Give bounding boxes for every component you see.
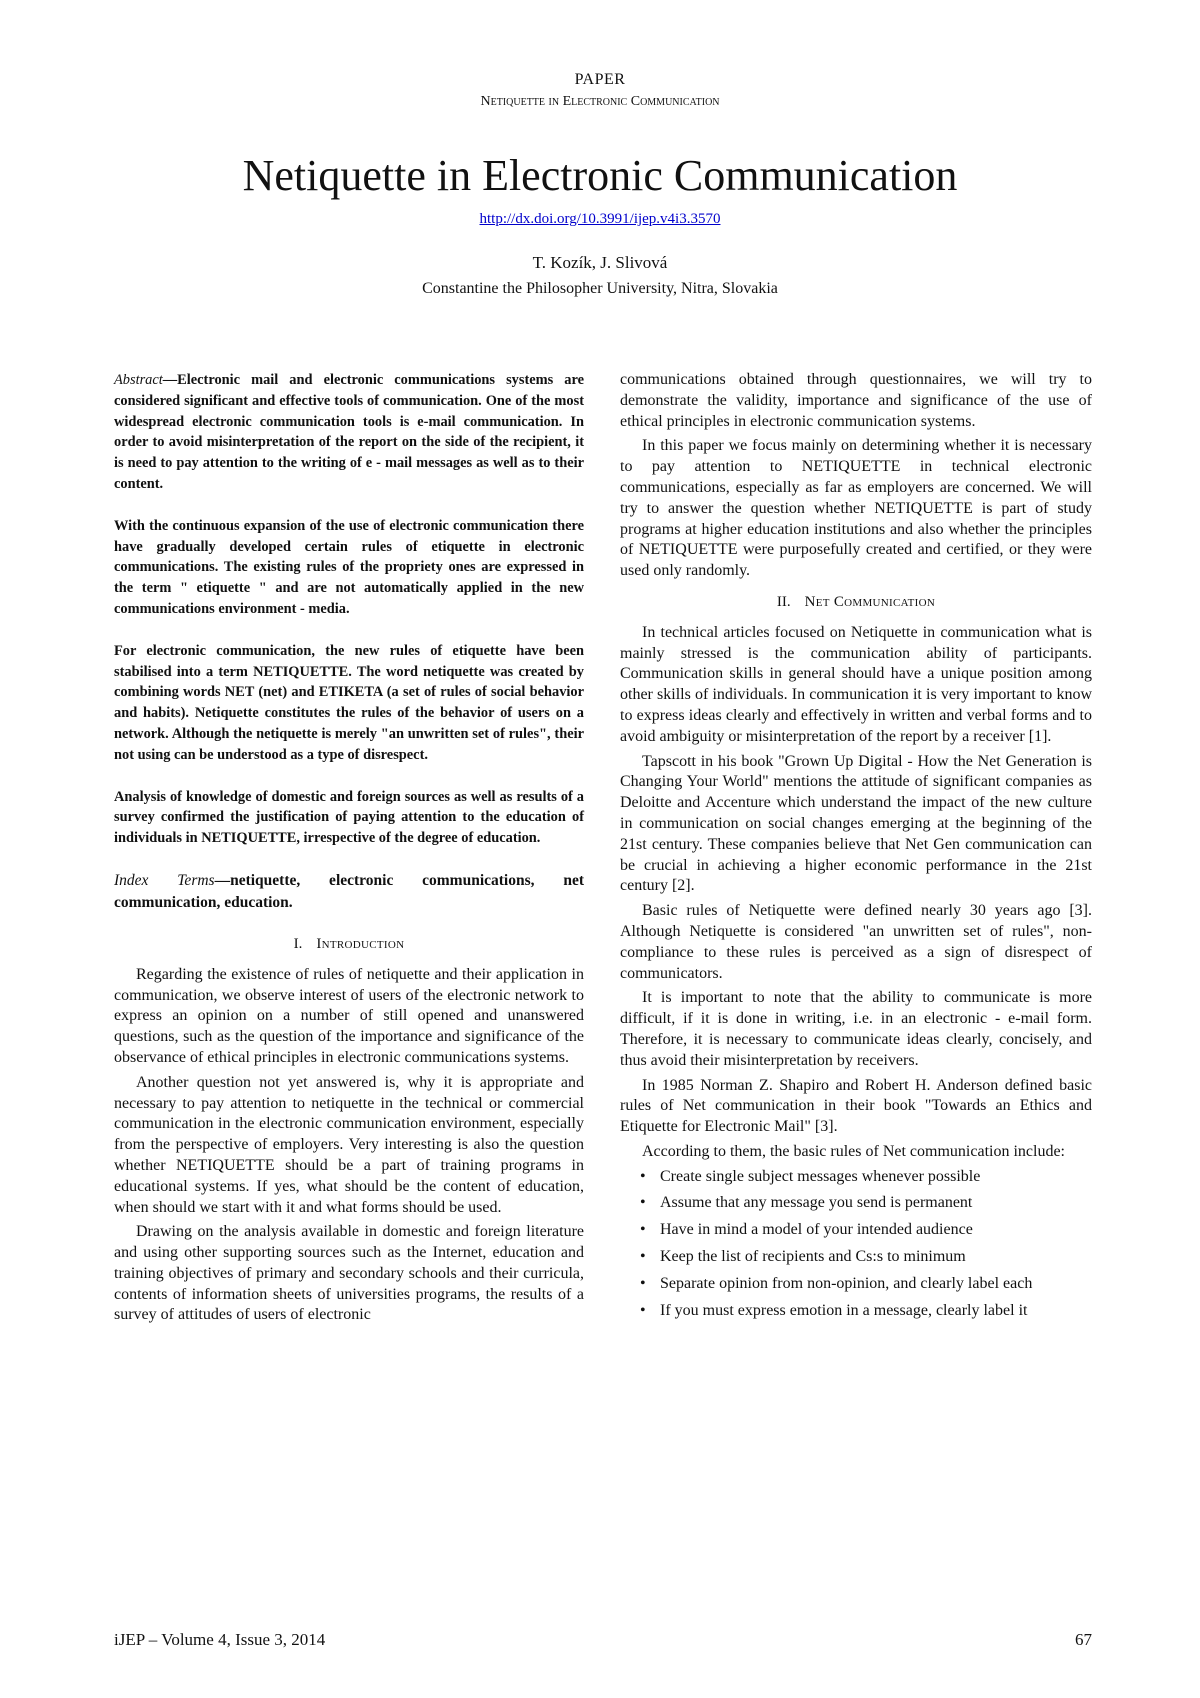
section-name: Introduction <box>316 935 405 952</box>
section-number: II. <box>776 593 791 610</box>
list-item-text: Separate opinion from non-opinion, and clearly label each <box>660 1274 1033 1292</box>
list-item-text: If you must express emotion in a message, clearly label it <box>660 1301 1028 1319</box>
abstract-paragraph-1 <box>114 370 584 495</box>
bullet-icon: • <box>640 1274 646 1292</box>
list-item-text: Keep the list of recipients and Cs:s to minimum <box>660 1248 966 1266</box>
bullet-icon: • <box>640 1301 646 1319</box>
running-head-section: PAPER <box>574 71 626 88</box>
doi-link[interactable]: http://dx.doi.org/10.3991/ijep.v4i3.3570 <box>479 211 721 227</box>
list-item-text: Create single subject messages whenever possible <box>660 1167 981 1185</box>
bullet-icon: • <box>640 1248 646 1266</box>
list-item <box>620 1301 1092 1322</box>
abstract-text-1: Electronic mail and electronic communications systems are considered significant and effective tools of communication. One of the most widespread electronic communication tools is e-mail communication. In order to avoid misinterpretation of the report on the side of the recipient, it is need to pay attention to the writing of e - mail messages as well as to their content. <box>114 372 584 492</box>
index-terms-dash: — <box>214 871 231 889</box>
abstract-paragraph-3: For electronic communication, the new rules of etiquette have been stabilised into a term NETIQUETTE. The word netiquette was created by combining words NET (net) and ETIKETA (a set of rules of social behavior and habits). Netiquette constitutes the rules of the behavior of users on a network. Although the netiquette is merely "an unwritten set of rules", their not using can be understood as a type of disrespect. <box>114 642 584 763</box>
left-column <box>114 370 584 1330</box>
list-item <box>620 1247 1092 1268</box>
netcomm-paragraph-4: It is important to note that the ability to communicate is more difficult, if it is done in writing, i.e. in an electronic - e-mail form. Therefore, it is necessary to communicate ideas clearly, concisely, and thus avoid their misinterpretation by receivers. <box>620 989 1092 1069</box>
intro-paragraph-1: Regarding the existence of rules of netiquette and their application in communication, we observe interest of users of the electronic network to express an opinion on a number of still opened and unanswered questions, such as the question of the importance and significance of the observance of ethical principles in electronic communications systems. <box>114 965 584 1066</box>
section-heading-introduction <box>114 934 584 955</box>
intro-paragraph-2: Another question not yet answered is, why it is appropriate and necessary to pay attention to netiquette in the technical or commercial communication in the electronic communication environment, especially from the perspective of employers. Very interesting is also the question whether NETIQUETTE should be a part of training programs in educational systems. If yes, what should be the content of education, when should we start with it and what forms should be used. <box>114 1073 584 1216</box>
authors: T. Kozík, J. Slivová <box>532 253 668 272</box>
netcomm-paragraph-5: In 1985 Norman Z. Shapiro and Robert H. Anderson defined basic rules of Net communication in their book "Towards an Ethics and Etiquette for Electronic Mail" [3]. <box>620 1076 1092 1136</box>
abstract-label: Abstract <box>114 372 163 388</box>
affiliation: Constantine the Philosopher University, Nitra, Slovakia <box>422 280 778 297</box>
netcomm-paragraph-3: Basic rules of Netiquette were defined nearly 30 years ago [3]. Although Netiquette is considered "an unwritten set of rules", non-compliance to these rules is perceived as a sign of disrespect of communicators. <box>620 902 1092 982</box>
running-head-title: Netiquette in Electronic Communication <box>480 94 720 109</box>
running-head <box>0 70 1200 112</box>
intro-paragraph-3-continued: communications obtained through questionnaires, we will try to demonstrate the validity, importance and significance of the use of ethical principles in electronic communication systems. <box>620 371 1092 430</box>
intro-paragraph-4: In this paper we focus mainly on determining whether it is necessary to pay attention to NETIQUETTE in technical electronic communications, especially as far as employers are concerned. We will try to answer the question whether NETIQUETTE is part of study programs at higher education institutions and also whether the principles of NETIQUETTE were purposefully created and certified, or they were used only randomly. <box>620 437 1092 580</box>
bullet-icon: • <box>640 1221 646 1239</box>
page-number: 67 <box>1075 1630 1092 1649</box>
list-item <box>620 1193 1092 1214</box>
abstract-paragraph-4: Analysis of knowledge of domestic and foreign sources as well as results of a survey confirmed the justification of paying attention to the education of individuals in NETIQUETTE, irrespective of the degree of education. <box>114 788 584 847</box>
bullet-icon: • <box>640 1194 646 1212</box>
netcomm-paragraph-2: Tapscott in his book "Grown Up Digital - How the Net Generation is Changing Your World" mentions the attitude of significant companies as Deloitte and Accenture which understand the impact of the new culture in communication on social changes emerging at the beginning of the 21st century. These companies believe that Net Gen communication can be crucial in achieving a higher economic performance in the 21st century [2]. <box>620 752 1092 895</box>
section-number: I. <box>293 935 303 952</box>
list-item <box>620 1274 1092 1295</box>
netcomm-paragraph-1: In technical articles focused on Netiquette in communication what is mainly stressed is the communication ability of participants. Communication skills in general should have a unique position among other skills of individuals. In communication it is very important to know to express ideas clearly and effectively in written and verbal forms and to avoid ambiguity or misinterpretation of the report by a receiver [1]. <box>620 623 1092 745</box>
footer-journal: iJEP – Volume 4, Issue 3, 2014 <box>114 1630 326 1649</box>
index-terms-text: netiquette, electronic communications, net communication, education. <box>114 871 584 911</box>
netcomm-rules-list <box>620 1167 1092 1322</box>
list-item-text: Have in mind a model of your intended audience <box>660 1221 973 1239</box>
abstract-paragraph-2: With the continuous expansion of the use of electronic communication there have gradually developed certain rules of etiquette in electronic communications. The existing rules of the propriety ones are expressed in the term " etiquette " and are not automatically applied in the new communications environment - media. <box>114 517 584 617</box>
list-item-text: Assume that any message you send is permanent <box>660 1194 973 1212</box>
section-heading-net-communication <box>620 592 1092 613</box>
index-terms <box>114 870 584 914</box>
doi-line <box>0 211 1200 228</box>
right-column <box>620 370 1092 1327</box>
bullet-icon: • <box>640 1167 646 1185</box>
abstract-dash: — <box>162 372 178 388</box>
intro-paragraph-3: Drawing on the analysis available in domestic and foreign literature and using other supporting sources such as the Internet, education and training objectives of primary and secondary schools and their curricula, contents of information sheets of universities programs, the results of a survey of attitudes of users of electronic <box>114 1223 584 1324</box>
netcomm-paragraph-6: According to them, the basic rules of Net communication include: <box>642 1142 1065 1160</box>
abstract <box>114 370 584 849</box>
list-item <box>620 1167 1092 1188</box>
paper-title: Netiquette in Electronic Communication <box>242 151 958 200</box>
index-terms-label: Index Terms <box>114 871 215 889</box>
section-name: Net Communication <box>804 593 936 610</box>
list-item <box>620 1220 1092 1241</box>
